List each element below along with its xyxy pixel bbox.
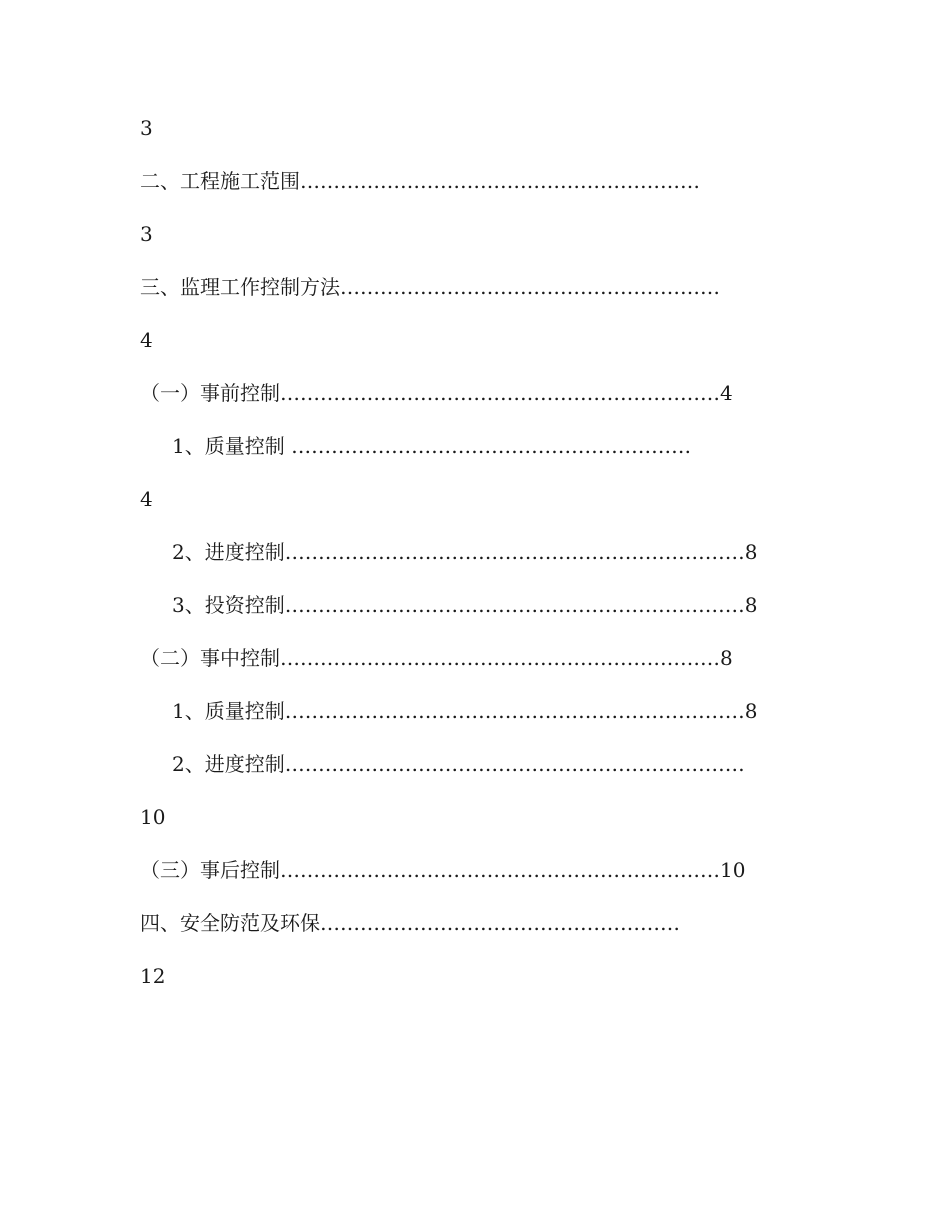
toc-entry-in-process-control: （二）事中控制…………………………………………………………8 — [140, 646, 733, 670]
toc-page-number: 4 — [140, 328, 153, 352]
toc-entry-schedule-control: 2、进度控制……………………………………………………………8 — [172, 540, 758, 564]
toc-entry-quality-control: 1、质量控制……………………………………………………………8 — [172, 699, 758, 723]
toc-page-number: 12 — [140, 964, 166, 988]
toc-page-number: 10 — [140, 805, 166, 829]
toc-entry-pre-control: （一）事前控制…………………………………………………………4 — [140, 381, 733, 405]
toc-entry-project-scope: 二、工程施工范围…………………………………………………… — [140, 169, 700, 193]
toc-entry-post-control: （三）事后控制…………………………………………………………10 — [140, 858, 746, 882]
toc-page-number: 3 — [140, 116, 153, 140]
toc-page-number: 4 — [140, 487, 153, 511]
toc-entry-schedule-control: 2、进度控制…………………………………………………………… — [172, 752, 745, 776]
toc-entry-investment-control: 3、投资控制……………………………………………………………8 — [172, 593, 758, 617]
toc-entry-quality-control: 1、质量控制 …………………………………………………… — [172, 434, 692, 458]
toc-page-number: 3 — [140, 222, 153, 246]
toc-entry-safety-environment: 四、安全防范及环保……………………………………………… — [140, 911, 680, 935]
toc-entry-supervision-methods: 三、监理工作控制方法………………………………………………… — [140, 275, 720, 299]
